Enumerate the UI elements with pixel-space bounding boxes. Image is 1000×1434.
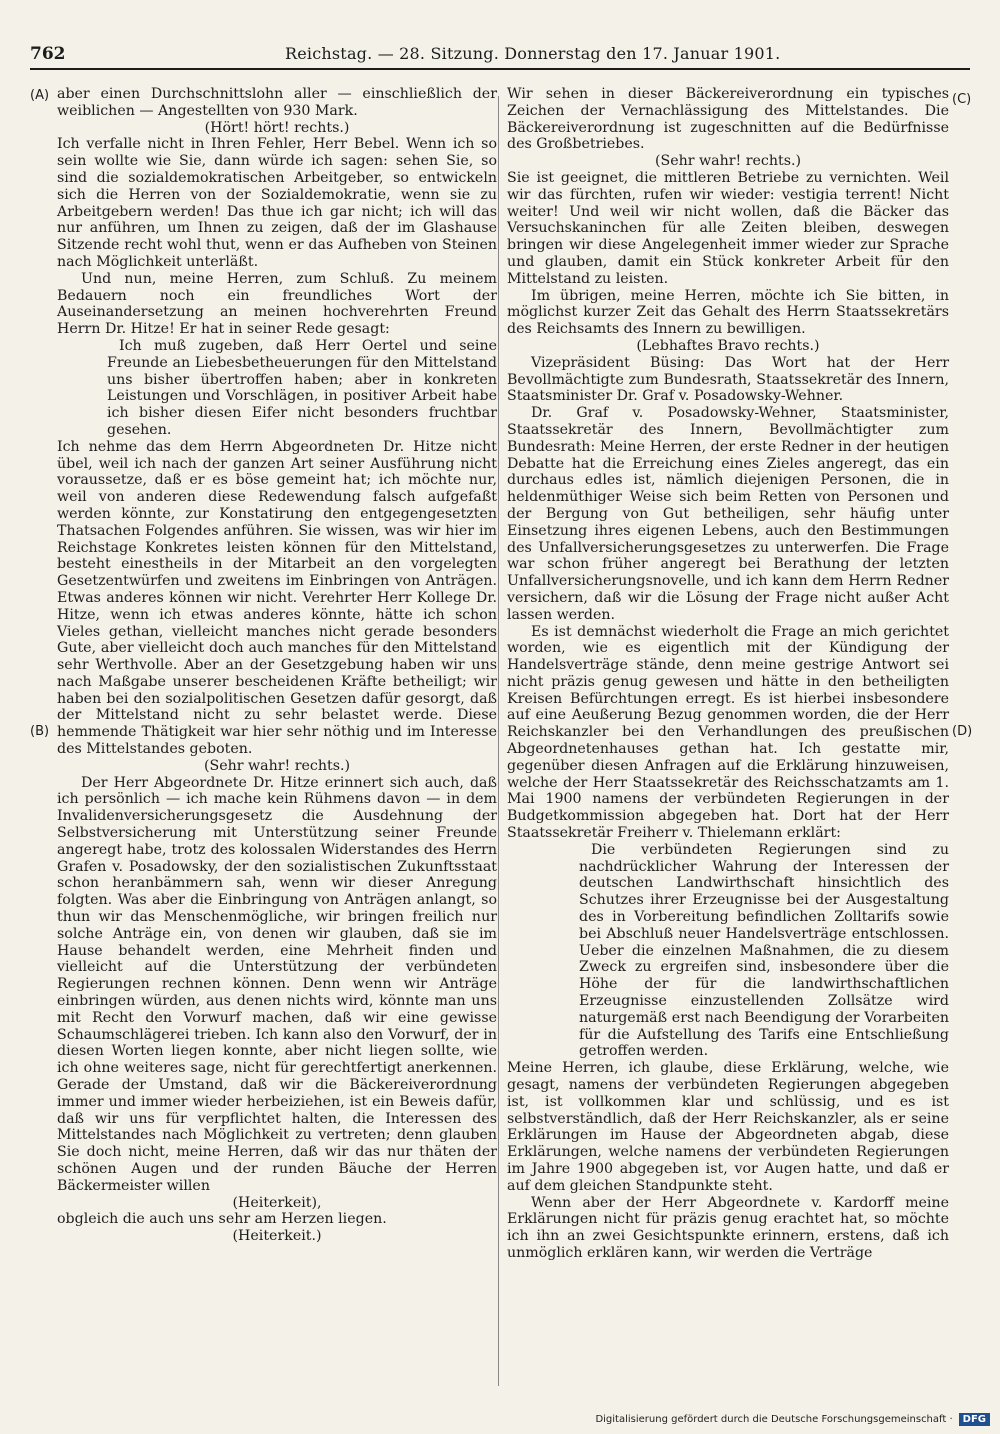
paragraph: Ich verfalle nicht in Ihren Fehler, Herr Bebel. Wenn ich so sein wollte wie Sie, dann würde ich sagen: sehen Sie, so sind die sozialdemokratischen Arbeitgeber, so entwickeln sich die Herren von der Sozialdemokratie, wenn sie zu Arbeitgebern werden! Das thue ich gar nicht; ich will das nur anführen, um Ihnen zu zeigen, daß der im Glashause Sitzende recht wohl thut, wenn er das Aufheben von Steinen nach Möglichkeit unterläßt.	[57, 136, 497, 270]
margin-mark-b: (B)	[30, 724, 50, 739]
paragraph: aber einen Durchschnittslohn aller — einschließlich der weiblichen — Angestellten von 930 Mark.	[57, 86, 497, 119]
paragraph: Ich nehme das dem Herrn Abgeordneten Dr. Hitze nicht übel, weil ich nach der ganzen Art seiner Ausführung nicht voraussetze, daß er es böse gemeint hat; ich möchte nur, weil von anderen diese Redewendung falsch aufgefaßt werden könnte, zur Konstatirung den entgegengesetzten Thatsachen Folgendes anführen. Sie wissen, was wir hier im Reichstage Konkretes leisten können für den Mittelstand, besteht einestheils in der Mitarbeit an den vorgelegten Gesetzentwürfen und zweitens im Einbringen von Anträgen. Etwas anderes können wir nicht. Verehrter Herr Kollege Dr. Hitze, wenn ich etwas anderes könnte, hätte ich schon Vieles gethan, vielleicht manches nicht gerade besonders Gute, aber vielleicht doch auch manches für den Mittelstand sehr Werthvolle. Aber an der Gesetzgebung haben wir uns nach Maßgabe unserer bescheidenen Kräfte betheiligt; wir haben bei den sozialpolitischen Gesetzen dafür gesorgt, daß der Mittelstand nicht zu sehr belastet werde. Diese hemmende Thätigkeit war hier sehr nöthig und im Interesse des Mittelstandes geboten.	[57, 438, 497, 758]
speaker-paragraph: Dr. Graf v. Posadowsky-Wehner, Staatsminister, Staatssekretär des Innern, Bevollmächtigter zum Bundesrath: Meine Herren, der erste Redner in der heutigen Debatte hat die Erreichung eines Zieles angeregt, das ein durchaus edles ist, nämlich diejenigen Personen, die in heldenmüthiger Weise sich beim Retten von Personen und der Bergung von Gut betheiligen, sehr häufig unter Einsetzung ihres eigenen Lebens, auch den Bestimmungen des Unfallversicherungsgesetzes zu unterwerfen. Die Frage war schon früher angeregt bei Berathung der letzten Unfallversicherungsnovelle, und ich kann dem Herrn Redner versichern, daß wir die Lösung der Frage nicht außer Acht lassen werden.	[507, 405, 949, 623]
page-header	[30, 44, 970, 70]
block-quote: Die verbündeten Regierungen sind zu nachdrücklicher Wahrung der Interessen der deutschen Landwirthschaft hinsichtlich des Schutzes ihrer Erzeugnisse bei der Ausgestaltung des in Vorbereitung befindlichen Zolltarifs sowie bei Abschluß neuer Handelsverträge entschlossen. Ueber die einzelnen Maßnahmen, die zu diesem Zweck zu ergreifen sind, insbesondere über die Höhe der für die landwirthschaftlichen Erzeugnisse einzustellenden Zollsätze wird naturgemäß erst nach Beendigung der Vorarbeiten für die Aufstellung des Tarifs eine Entschließung getroffen werden.	[579, 841, 949, 1060]
paragraph: obgleich die auch uns sehr am Herzen liegen.	[57, 1211, 387, 1228]
margin-mark-a: (A)	[30, 88, 50, 103]
paragraph: Es ist demnächst wiederholt die Frage an mich gerichtet worden, wie es eigentlich mit der Kündigung der Handelsverträge stände, denn meine gestrige Antwort sei nicht präzis genug gewesen und hätte in den betheiligten Kreisen Befürchtungen erregt. Es ist hierbei insbesondere auf eine Aeußerung Bezug genommen worden, die der Herr Reichskanzler bei den Verhandlungen des preußischen Abgeordnetenhauses gethan hat. Ich gestatte mir, gegenüber diesen Anfragen auf die Erklärung hinzuweisen, welche der Herr Staatssekretär des Reichsschatzamts am 1. Mai 1900 namens der verbündeten Regierungen in der Budgetkommission abgegeben hat. Dort hat der Herr Staatssekretär Freiherr v. Thielemann erklärt:	[507, 623, 949, 842]
footer-text: Digitalisierung gefördert durch die Deutsche Forschungsgemeinschaft ·	[595, 1414, 953, 1425]
speaker-paragraph: Vizepräsident Büsing: Das Wort hat der Herr Bevollmächtigte zum Bundesrath, Staatssekretär des Innern, Staatsminister Dr. Graf v. Posadowsky-Wehner.	[507, 354, 949, 405]
paragraph: Sie ist geeignet, die mittleren Betriebe zu vernichten. Weil wir das fürchten, rufen wir wieder: vestigia terrent! Nicht weiter! Und weil wir nicht wollen, daß die Bäcker das Versuchskaninchen für alle Zeiten bleiben, deswegen bringen wir diese Angelegenheit immer wieder zur Sprache und glauben, damit ein Stück konkreter Arbeit für den Mittelstand zu leisten.	[507, 169, 949, 287]
block-quote: Ich muß zugeben, daß Herr Oertel und seine Freunde an Liebesbetheuerungen für den Mittelstand uns bisher übertroffen haben; aber in konkreten Leistungen und Vorschlägen, in positiver Arbeit habe ich bisher diesen Eifer nicht besonders fruchtbar gesehen.	[107, 337, 497, 438]
interjection: (Sehr wahr! rechts.)	[203, 757, 351, 774]
right-column	[507, 86, 949, 1262]
paragraph: Und nun, meine Herren, zum Schluß. Zu meinem Bedauern noch ein freundliches Wort der Auseinandersetzung an meinen hochverehrten Freund Herrn Dr. Hitze! Er hat in seiner Rede gesagt:	[57, 270, 497, 338]
interjection: (Sehr wahr! rechts.)	[654, 153, 802, 170]
interjection: (Heiterkeit.)	[232, 1228, 322, 1245]
paragraph: Im übrigen, meine Herren, möchte ich Sie bitten, in möglichst kurzer Zeit das Gehalt des Herrn Staatssekretärs des Reichsamts des Innern zu bewilligen.	[507, 287, 949, 338]
paragraph: Wenn aber der Herr Abgeordnete v. Kardorff meine Erklärungen nicht für präzis genug erachtet hat, so möchte ich ihn an zwei Gesichtspunkte erinnern, erstens, daß ich unmöglich erklären kann, wir werden die Verträge	[507, 1194, 949, 1261]
paragraph: Wir sehen in dieser Bäckereiverordnung ein typisches Zeichen der Vernachlässigung des Mittelstandes. Die Bäckereiverordnung ist zugeschnitten auf die Bedürfnisse des Großbetriebes.	[507, 86, 949, 153]
page-number: 762	[30, 44, 66, 64]
interjection: (Hört! hört! rechts.)	[204, 119, 350, 136]
paragraph: Meine Herren, ich glaube, diese Erklärung, welche, wie gesagt, namens der verbündeten Regierungen abgegeben ist, ist vollkommen klar und schlüssig, und es ist selbstverständlich, daß der Herr Reichskanzler, als er seine Erklärungen im Hause der Abgeordneten abgab, diese Erklärungen, welche namens der verbündeten Regierungen im Jahre 1900 abgegeben ist, vor Augen hatte, und daß er auf dem gleichen Standpunkte steht.	[507, 1060, 949, 1194]
header-rule	[30, 68, 970, 70]
interjection: (Heiterkeit),	[232, 1194, 322, 1211]
margin-mark-d: (D)	[952, 724, 973, 739]
paragraph: Der Herr Abgeordnete Dr. Hitze erinnert sich auch, daß ich persönlich — ich mache kein Rühmens davon — in dem Invalidenversicherungsgesetz die Ausdehnung der Selbstversicherung mit Unterstützung seiner Freunde angeregt habe, trotz des kolossalen Widerstandes des Herrn Grafen v. Posadowsky, der den sozialistischen Zukunftsstaat schon heranbämmern sah, wenn wir dieser Anregung folgten. Was aber die Einbringung von Anträgen anlangt, so thun wir das Menschenmögliche, wir bringen freilich nur solche Anträge ein, von denen wir glauben, daß sie im Hause behandelt werden, eine Mehrheit finden und vielleicht auf die Unterstützung der verbündeten Regierungen rechnen können. Denn wenn wir Anträge einbringen würden, aus denen nichts wird, könnte man uns mit Recht den Vorwurf machen, daß wir eine gewisse Schaumschlägerei trieben. Ich kann also den Vorwurf, der in diesen Worten liegen konnte, aber nicht liegen sollte, wie ich ohne weiteres sage, nicht für gerechtfertigt anerkennen. Gerade der Umstand, daß wir die Bäckereiverordnung immer und immer wieder herbeiziehen, ist ein Beweis dafür, daß wir uns für verpflichtet halten, die Interessen des Mittelstandes nach Möglichkeit zu vertreten; denn glauben Sie doch nicht, meine Herren, daß wir das nur thäten der schönen Augen und der runden Bäuche der Herren Bäckermeister willen	[57, 774, 497, 1194]
left-column	[57, 86, 497, 1245]
column-divider	[498, 96, 499, 1386]
footer	[595, 1413, 990, 1426]
dfg-logo: DFG	[959, 1413, 990, 1426]
margin-mark-c: (C)	[952, 92, 972, 107]
running-title: Reichstag. — 28. Sitzung. Donnerstag den 17. Januar 1901.	[285, 44, 781, 63]
interjection: (Lebhaftes Bravo rechts.)	[636, 337, 820, 354]
